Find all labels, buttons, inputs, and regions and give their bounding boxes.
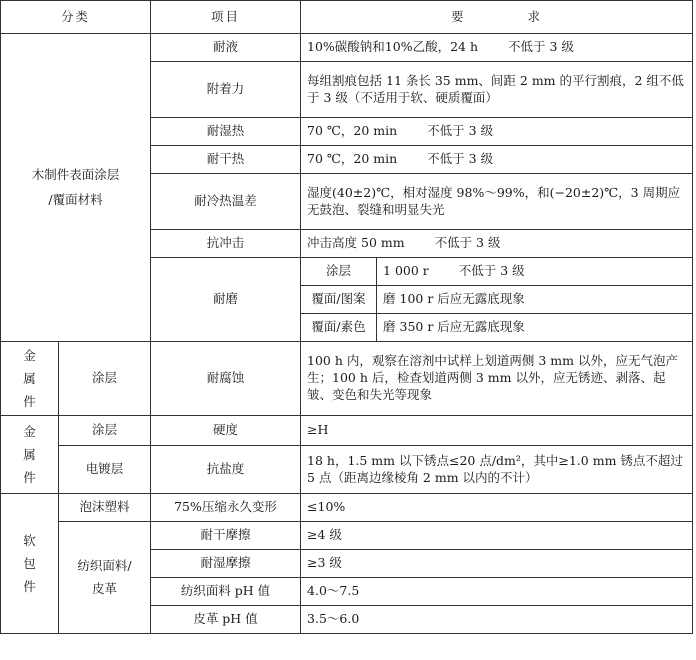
table-row bbox=[1, 494, 693, 522]
requirement-cell: 磨 100 r 后应无露底现象 bbox=[377, 286, 693, 314]
item-compression-set: 75%压缩永久变形 bbox=[151, 494, 301, 522]
item-damp-heat: 耐湿热 bbox=[151, 118, 301, 146]
requirement-cell: 70 ℃，20 min 不低于 3 级 bbox=[301, 118, 693, 146]
requirement-cell: ≥H bbox=[301, 416, 693, 446]
requirement-cell: 100 h 内，观察在溶剂中试样上划道两侧 3 mm 以外，应无气泡产生；100 h 后，检查划道两侧 3 mm 以外，应无锈迹、剥落、起皱、变色和失光等现象 bbox=[301, 342, 693, 416]
requirement-cell: 4.0～7.5 bbox=[301, 578, 693, 606]
item-abrasion: 耐磨 bbox=[151, 258, 301, 342]
header-requirement: 要 求 bbox=[301, 1, 693, 34]
requirement-cell: 1 000 r 不低于 3 级 bbox=[377, 258, 693, 286]
requirement-cell: 18 h，1.5 mm 以下锈点≤20 点/dm²，其中≥1.0 mm 锈点不超过 5 点（距离边缘棱角 2 mm 以内的不计） bbox=[301, 446, 693, 494]
category-upholstery: 软 包 件 bbox=[1, 494, 59, 634]
category-metal-1: 金 属 件 bbox=[1, 342, 59, 416]
abrasion-sub-coating: 涂层 bbox=[301, 258, 377, 286]
requirement-cell: 3.5～6.0 bbox=[301, 606, 693, 634]
requirement-cell: 70 ℃，20 min 不低于 3 级 bbox=[301, 146, 693, 174]
subcategory-coating: 涂层 bbox=[59, 342, 151, 416]
requirement-cell: 磨 350 r 后应无露底现象 bbox=[377, 314, 693, 342]
item-fabric-ph: 纺织面料 pH 值 bbox=[151, 578, 301, 606]
item-impact: 抗冲击 bbox=[151, 230, 301, 258]
subcategory-foam: 泡沫塑料 bbox=[59, 494, 151, 522]
table-row bbox=[1, 34, 693, 62]
header-row bbox=[1, 1, 693, 34]
item-leather-ph: 皮革 pH 值 bbox=[151, 606, 301, 634]
abrasion-sub-plain: 覆面/素色 bbox=[301, 314, 377, 342]
item-hardness: 硬度 bbox=[151, 416, 301, 446]
requirement-cell: ≤10% bbox=[301, 494, 693, 522]
item-dry-heat: 耐干热 bbox=[151, 146, 301, 174]
subcategory-plating: 电镀层 bbox=[59, 446, 151, 494]
requirement-cell: 冲击高度 50 mm 不低于 3 级 bbox=[301, 230, 693, 258]
requirement-cell: ≥3 级 bbox=[301, 550, 693, 578]
table-row bbox=[1, 416, 693, 446]
item-adhesion: 附着力 bbox=[151, 62, 301, 118]
category-metal-2: 金 属 件 bbox=[1, 416, 59, 494]
item-dry-rub: 耐干摩擦 bbox=[151, 522, 301, 550]
item-corrosion: 耐腐蚀 bbox=[151, 342, 301, 416]
header-item: 项目 bbox=[151, 1, 301, 34]
abrasion-sub-pattern: 覆面/图案 bbox=[301, 286, 377, 314]
table-row bbox=[1, 342, 693, 416]
table-row bbox=[1, 522, 693, 550]
item-salt-resistance: 抗盐度 bbox=[151, 446, 301, 494]
item-wet-rub: 耐湿摩擦 bbox=[151, 550, 301, 578]
requirement-cell: 湿度(40±2)℃，相对湿度 98%～99%，和(−20±2)℃，3 周期应无鼓泡、裂缝和明显失光 bbox=[301, 174, 693, 230]
subcategory-coating: 涂层 bbox=[59, 416, 151, 446]
requirement-cell: 每组割痕包括 11 条长 35 mm、间距 2 mm 的平行割痕，2 组不低于 3 级（不适用于软、硬质覆面） bbox=[301, 62, 693, 118]
header-category: 分类 bbox=[1, 1, 151, 34]
item-liquid-resistance: 耐液 bbox=[151, 34, 301, 62]
subcategory-fabric-leather: 纺织面料/ 皮革 bbox=[59, 522, 151, 634]
requirement-cell: ≥4 级 bbox=[301, 522, 693, 550]
requirement-cell: 10%碳酸钠和10%乙酸，24 h 不低于 3 级 bbox=[301, 34, 693, 62]
item-cold-heat-cycle: 耐冷热温差 bbox=[151, 174, 301, 230]
table-row bbox=[1, 446, 693, 494]
category-wood: 木制件表面涂层 /覆面材料 bbox=[1, 34, 151, 342]
